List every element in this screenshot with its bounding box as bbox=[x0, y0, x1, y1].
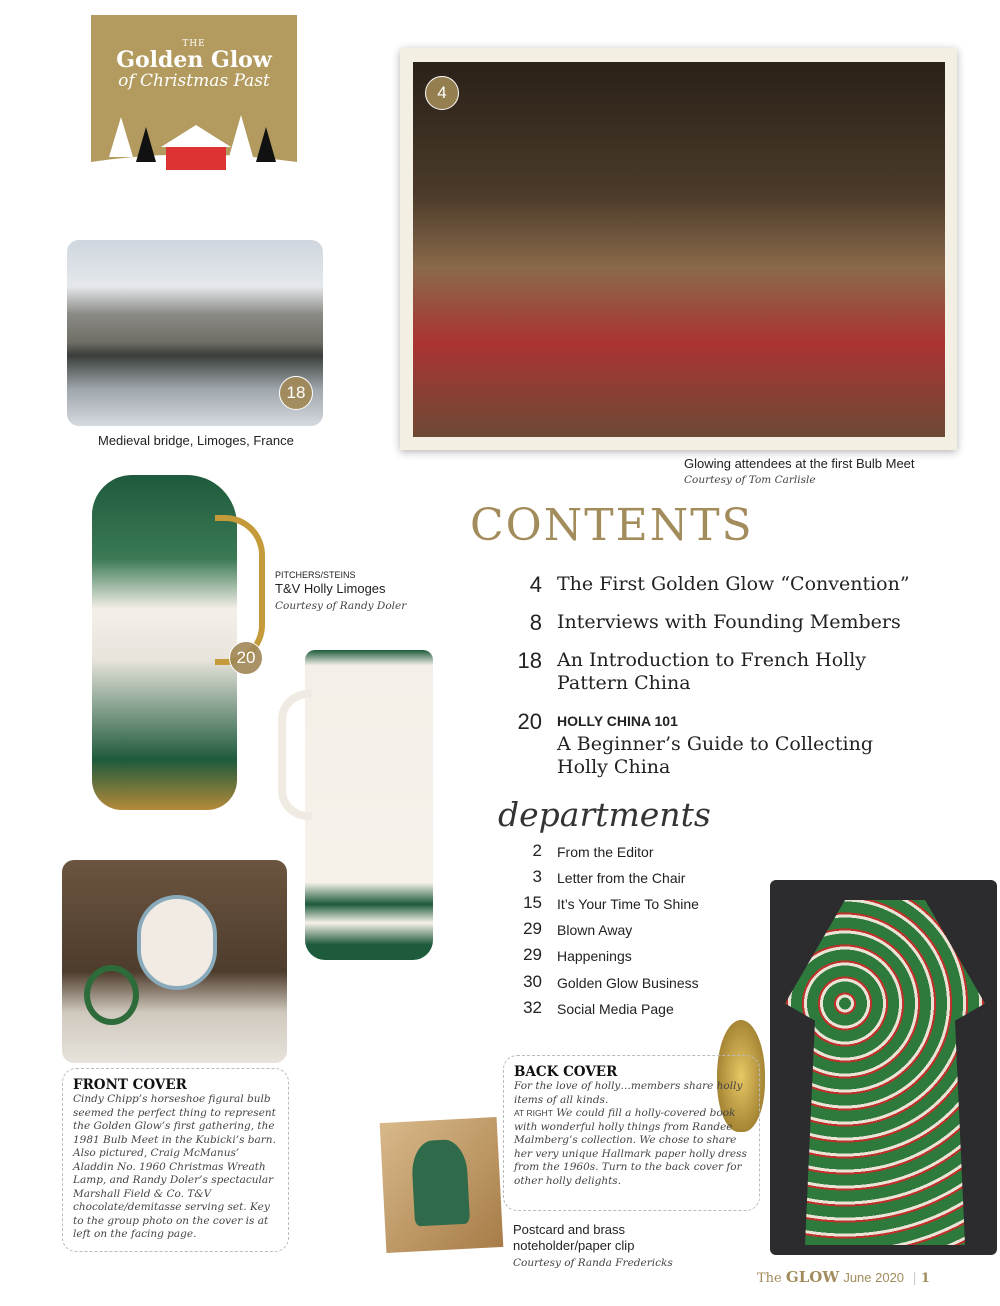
wreath-lamp bbox=[84, 965, 139, 1025]
contents-heading: CONTENTS bbox=[470, 500, 754, 551]
page-badge: 18 bbox=[279, 376, 313, 410]
bridge-photo bbox=[67, 240, 323, 426]
postcard-credit: Courtesy of Randa Fredericks bbox=[513, 1257, 673, 1269]
pitchers-kicker: PITCHERS/STEINS bbox=[275, 570, 356, 580]
horseshoe-bulb bbox=[137, 895, 217, 990]
bulb-meet-photo bbox=[413, 62, 945, 437]
page-number: 1 bbox=[920, 1271, 930, 1286]
back-cover-intro: For the love of holly…members share holly items of all kinds. bbox=[514, 1080, 743, 1106]
front-cover-photo bbox=[62, 860, 287, 1063]
pitchers-caption: T&V Holly Limoges bbox=[275, 581, 386, 596]
bridge-caption: Medieval bridge, Limoges, France bbox=[98, 433, 294, 448]
holly-stein-photo bbox=[305, 650, 433, 960]
front-cover-text: Cindy Chipp’s horseshoe figural bulb seemed the perfect thing to represent the Golden Glow’s first gathering, the 1981 Bulb Meet in the Kubicki’s barn. Also pictured, Craig McManus’ Aladdin No. 1960 Christmas Wreath Lamp, and Randy Doler’s spectacular Marshall Field & Co. T&V chocolate/demitasse serving set. Key to the group photo on the cover is at left on the facing page. bbox=[73, 1093, 276, 1240]
postcard-caption-2: noteholder/paper clip bbox=[513, 1238, 635, 1253]
departments-heading: departments bbox=[498, 795, 711, 834]
magazine-logo: THE Golden Glow of Christmas Past bbox=[91, 15, 297, 177]
back-cover-text: We could fill a holly-covered book with wonderful holly things from Randee Malmberg’s collection. We chose to share her very unique Hallmark paper holly dress from the 1960s. Turn to the back cover for other holly delights. bbox=[514, 1107, 747, 1187]
back-cover-heading: BACK COVER bbox=[514, 1064, 618, 1080]
meet-credit: Courtesy of Tom Carlisle bbox=[684, 474, 816, 486]
front-cover-heading: FRONT COVER bbox=[73, 1077, 187, 1093]
stein-handle bbox=[278, 690, 312, 820]
postcard-caption-1: Postcard and brass bbox=[513, 1222, 626, 1237]
bulb-meet-photo-frame bbox=[400, 48, 957, 450]
page-badge: 20 bbox=[229, 641, 263, 675]
front-cover-box bbox=[62, 1068, 289, 1252]
pitchers-credit: Courtesy of Randy Doler bbox=[275, 600, 407, 612]
holly-postcard bbox=[380, 1117, 504, 1253]
page-footer: The GLOW June 2020 | 1 bbox=[757, 1268, 930, 1286]
snowy-house-illustration bbox=[91, 107, 297, 177]
holly-dress-photo bbox=[770, 880, 997, 1255]
meet-caption: Glowing attendees at the first Bulb Meet bbox=[684, 456, 915, 471]
back-cover-box: BACK COVER For the love of holly…members share holly items of all kinds. AT RIGHT We could fill a holly-covered book with wonderful holly things from Randee Malmberg’s collection. We chose to share her very unique Hallmark paper holly dress from the 1960s. Turn to the back cover for other holly delights. bbox=[503, 1055, 760, 1211]
page-badge: 4 bbox=[425, 76, 459, 110]
